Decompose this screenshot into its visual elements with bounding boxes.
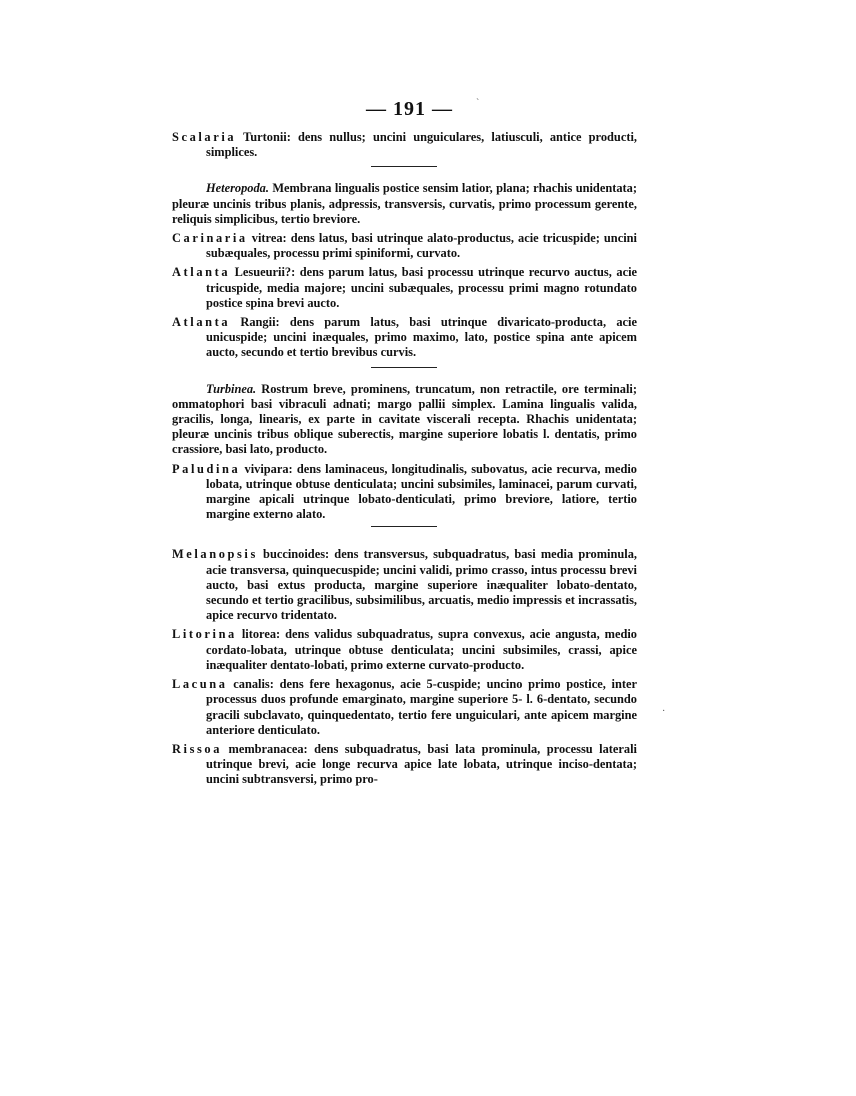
description-text: Membrana lingualis postice sensim latior, plana; rhachis unidentata; pleuræ uncinis tribus planis, adpressis, transversis, curvatis, primo processum gerente, reliquis simplicibus, tertio breviore. bbox=[172, 181, 637, 226]
description-text: dens laminaceus, longitudinalis, subovatus, acie recurva, medio lobata, utrinque obtuse denticulata; uncini subsimiles, laminacei, parum curvati, margine apicali utrinque lobato-denticulati, primo breviore, latiore, tertio margine externo alato. bbox=[206, 461, 637, 522]
section-divider bbox=[371, 166, 437, 167]
page-body bbox=[172, 96, 637, 792]
group-paragraph bbox=[172, 181, 637, 227]
species-epithet: Rangii: bbox=[230, 315, 280, 330]
description-text: dens fere hexagonus, acie 5-cuspide; uncino primo postice, inter processus duos profunde emarginato, margine superiore 5- l. 6-dentato, secundo gracili subclavato, quinquedentato, tertio fere unguiculari, ante apicem margine anteriore denticulato. bbox=[206, 677, 637, 737]
page-content bbox=[172, 130, 637, 788]
species-epithet: Lesueurii?: bbox=[230, 265, 296, 280]
group-paragraph bbox=[172, 382, 637, 458]
scan-speck: · bbox=[662, 706, 666, 717]
species-epithet: membranacea: bbox=[222, 741, 308, 756]
group-title: Turbinea. bbox=[206, 381, 257, 396]
genus-name: Rissoa bbox=[172, 741, 223, 756]
species-entry bbox=[172, 627, 637, 673]
species-entry bbox=[172, 742, 637, 788]
description-text: Rostrum breve, prominens, truncatum, non retractile, ore terminali; ommatophori basi vibraculi adnati; margo pallii simplex. Lamina lingualis valida, gracilis, longa, linearis, ex parte in cavitate viscerali recepta. Rhachis unidentata; pleuræ uncinis tribus oblique suberectis, margine superiore lobatis l. dentatis, primo crassiore, basi lato, producto. bbox=[172, 381, 637, 457]
page-number: — 191 — bbox=[366, 98, 453, 120]
description-text: dens transversus, subquadratus, basi media prominula, acie transversa, quinquecuspide; uncini validi, primo crasso, intus processu brevi aucto, basi extus producta, margine superiore inæqualiter lobato-dentato, secundo et tertio gracilibus, subsimilibus, arcuatis, medio impressis et incrassatis, apice recurvo tridentato. bbox=[206, 547, 637, 623]
genus-name: Carinaria bbox=[172, 231, 248, 246]
species-entry bbox=[172, 547, 637, 623]
genus-name: Atlanta bbox=[172, 265, 231, 280]
species-epithet: buccinoides: bbox=[257, 547, 330, 562]
description-text: dens subquadratus, basi lata prominula, processu laterali utrinque brevi, acie longe recurva apice late lobata, utrinque inciso-dentata; uncini subtransversi, primo pro- bbox=[206, 741, 638, 787]
species-entry bbox=[172, 677, 637, 738]
genus-name: Litorina bbox=[172, 627, 237, 642]
species-entry bbox=[172, 315, 637, 361]
description-text: dens validus subquadratus, supra convexus, acie angusta, medio cordato-lobata, utrinque obtuse denticulata; uncini subsimiles, crassi, apice inæqualiter dentato-lobati, primo externe curvato-producto. bbox=[206, 627, 637, 672]
species-entry bbox=[172, 462, 637, 523]
species-epithet: vitrea: bbox=[247, 231, 287, 246]
species-epithet: litorea: bbox=[236, 627, 281, 642]
species-entry bbox=[172, 265, 637, 311]
section-divider bbox=[371, 367, 437, 368]
scan-speck: ˋ bbox=[476, 98, 480, 109]
description-text: dens parum latus, basi processu utrinque recurvo auctus, acie tricuspide, media majore; uncini subæquales, processu primi magno rotundato postice spina brevi aucto. bbox=[206, 265, 638, 310]
group-title: Heteropoda. bbox=[206, 181, 269, 196]
genus-name: Atlanta bbox=[172, 315, 231, 330]
genus-name: Melanopsis bbox=[172, 547, 258, 562]
section-divider bbox=[371, 526, 437, 527]
species-epithet: Turtonii: bbox=[236, 130, 291, 144]
species-epithet: vivipara: bbox=[240, 461, 293, 476]
genus-name: Lacuna bbox=[172, 677, 228, 692]
species-epithet: canalis: bbox=[227, 677, 274, 692]
species-entry bbox=[172, 130, 637, 160]
genus-name: Paludina bbox=[172, 461, 241, 476]
genus-name: Scalaria bbox=[172, 130, 237, 144]
species-entry bbox=[172, 231, 637, 261]
description-text: dens latus, basi utrinque alato-productus, acie tricuspide; uncini subæquales, processu primi spiniformi, curvato. bbox=[206, 231, 637, 261]
description-text: dens nullus; uncini unguiculares, latiusculi, antice producti, simplices. bbox=[206, 130, 637, 160]
description-text: dens parum latus, basi utrinque divaricato-producta, acie unicuspide; uncini inæquales, primo maximo, lato, postice spina ante apicem aucto, secundo et tertio brevibus curvis. bbox=[206, 315, 637, 360]
